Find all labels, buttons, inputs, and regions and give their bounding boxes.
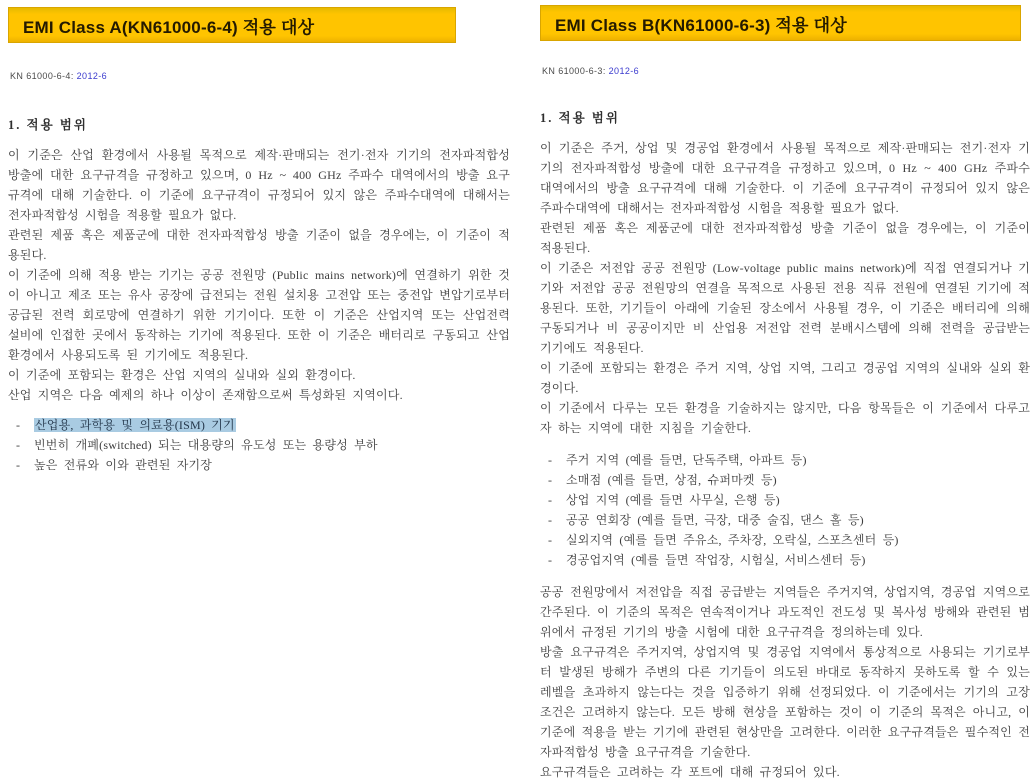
- paragraph: 관련된 제품 혹은 제품군에 대한 전자파적합성 방출 기준이 없을 경우에는, 이 기준이 적용된다.: [540, 221, 1030, 255]
- bullet-text: 소매점 (예를 들면, 상점, 슈퍼마켓 등): [566, 473, 777, 487]
- standard-date-link[interactable]: 2012-6: [76, 71, 108, 81]
- bullet-text: 높은 전류와 이와 관련된 자기장: [34, 458, 213, 472]
- paragraph: 이 기준은 산업 환경에서 사용될 목적으로 제작·판매되는 전기·전자 기기의 전자파적합성 방출에 대한 요구규격을 규정하고 있으며, 0 Hz ~ 400 GHz 주파수 대역에서의 방출 요구규격에 대해 기술한다. 이 기준에 요구규격이 규정되어 있지 않은 주파수대역에 대해서는 전자파적합성 시험을 적용할 필요가 없다.: [8, 148, 510, 222]
- paragraph: 방출 요구규격은 주거지역, 상업지역 및 경공업 지역에서 통상적으로 사용되는 기기로부터 발생된 방해가 주변의 다른 기기들이 의도된 바대로 동작하지 못하도록 할 수 있는 레벨을 초과하지 않는다는 것을 입증하기 위해 선정되었다. 이 기준에서는 기기의 고장 조건은 고려하지 않는다. 모든 방해 현상을 포함하는 것이 이 기준의 목적은 아니고, 이 기준에 적용을 받는 기기에 관련된 현상만을 고려한다. 이러한 요구규격들은 필수적인 전자파적합성 방출 요구규격을 기술한다.: [540, 645, 1030, 759]
- paragraph: 공공 전원망에서 저전압을 직접 공급받는 지역들은 주거지역, 상업지역, 경공업 지역으로 간주된다. 이 기준의 목적은 연속적이거나 과도적인 전도성 및 복사성 방해와 관련된 범위에서 규정된 기기의 방출 시험에 대한 요구규격을 정의하는데 있다.: [540, 585, 1030, 639]
- paragraph: 이 기준에 포함되는 환경은 산업 지역의 실내와 실외 환경이다.: [8, 368, 356, 382]
- paragraph: 관련된 제품 혹은 제품군에 대한 전자파적합성 방출 기준이 없을 경우에는, 이 기준이 적용된다.: [8, 228, 510, 262]
- class-a-standard-reference: [10, 71, 510, 81]
- bullet-item: [8, 455, 510, 475]
- class-b-banner-title: EMI Class B(KN61000-6-3) 적용 대상: [555, 15, 847, 35]
- bullet-item: [540, 550, 1030, 570]
- paragraph: 이 기준에서 다루는 모든 환경을 기술하지는 않지만, 다음 항목들은 이 기준에서 다루고자 하는 지역에 대한 지침을 기술한다.: [540, 401, 1030, 435]
- bullet-item: [8, 435, 510, 455]
- class-a-banner-title: EMI Class A(KN61000-6-4) 적용 대상: [23, 17, 315, 37]
- class-a-bullet-list: [8, 415, 510, 475]
- paragraph: 요구규격들은 고려하는 각 포트에 대해 규정되어 있다.: [540, 765, 840, 779]
- paragraph: 산업 지역은 다음 예제의 하나 이상이 존재함으로써 특성화된 지역이다.: [8, 388, 403, 402]
- standard-label: KN 61000-6-3:: [542, 66, 606, 76]
- class-b-bullet-list: [540, 450, 1030, 570]
- bullet-item: [540, 490, 1030, 510]
- paragraph: 이 기준은 저전압 공공 전원망 (Low-voltage public mains network)에 직접 연결되거나 기기와 저전압 공공 전원망의 연결을 목적으로 사용된 전용 직류 전원에 연결된 기기에 적용된다. 또한, 기기들이 아래에 기술된 장소에서 사용될 경우, 이 기준은 배터리에 의해 구동되거나 비 공공이지만 비 산업용 저전압 전력 분배시스템에 의해 전력을 공급받는 기기에도 적용된다.: [540, 261, 1030, 355]
- bullet-item: [8, 415, 510, 435]
- class-b-section-heading: 1. 적용 범위: [540, 111, 620, 125]
- bullet-text: 실외지역 (예를 들면 주유소, 주차장, 오락실, 스포츠센터 등): [566, 533, 899, 547]
- bullet-item: [540, 530, 1030, 550]
- bullet-item: [540, 450, 1030, 470]
- bullet-text: 주거 지역 (예를 들면, 단독주택, 아파트 등): [566, 453, 807, 467]
- class-a-section-heading: 1. 적용 범위: [8, 118, 88, 132]
- class-a-panel: [8, 0, 510, 475]
- bullet-item: [540, 470, 1030, 490]
- bullet-text: 상업 지역 (예를 들면 사무실, 은행 등): [566, 493, 780, 507]
- bullet-item: [540, 510, 1030, 530]
- paragraph: 이 기준은 주거, 상업 및 경공업 환경에서 사용될 목적으로 제작·판매되는 전기·전자 기기의 전자파적합성 방출에 대한 요구규격을 규정하고 있으며, 0 Hz ~ 400 GHz 주파수 대역에서의 방출 요구규격에 대해 기술한다. 이 기준에 요구규격이 규정되어 있지 않은 주파수대역에 대해서는 전자파적합성 시험을 적용할 필요가 없다.: [540, 141, 1030, 215]
- class-b-banner: [540, 5, 1021, 41]
- class-b-standard-reference: [542, 66, 1030, 76]
- class-a-banner: [8, 7, 456, 43]
- paragraph: 이 기준에 포함되는 환경은 주거 지역, 상업 지역, 그리고 경공업 지역의 실내와 실외 환경이다.: [540, 361, 1030, 395]
- bullet-text: 경공업지역 (예를 들면 작업장, 시험실, 서비스센터 등): [566, 553, 866, 567]
- bullet-text: 공공 연회장 (예를 들면, 극장, 대중 술집, 댄스 홀 등): [566, 513, 864, 527]
- class-a-body: [8, 145, 510, 475]
- highlighted-text: 산업용, 과학용 및 의료용(ISM) 기기: [35, 418, 235, 432]
- bullet-text: 빈번히 개폐(switched) 되는 대용량의 유도성 또는 용량성 부하: [34, 438, 378, 452]
- class-b-body: [540, 138, 1030, 782]
- paragraph: 이 기준에 의해 적용 받는 기기는 공공 전원망 (Public mains network)에 연결하기 위한 것이 아니고 제조 또는 유사 공장에 급전되는 전원 설치용 고전압 또는 중전압 변압기로부터 공급된 전력 회로망에 연결하기 위한 기기이다. 또한 이 기준은 산업지역 또는 산업전력 설비에 인접한 곳에서 동작하는 기기에 적용된다. 또한 이 기준은 배터리로 구동되고 산업 환경에서 사용되도록 된 기기에도 적용된다.: [8, 268, 510, 362]
- standard-label: KN 61000-6-4:: [10, 71, 74, 81]
- class-b-panel: [540, 0, 1030, 782]
- standard-date-link[interactable]: 2012-6: [608, 66, 640, 76]
